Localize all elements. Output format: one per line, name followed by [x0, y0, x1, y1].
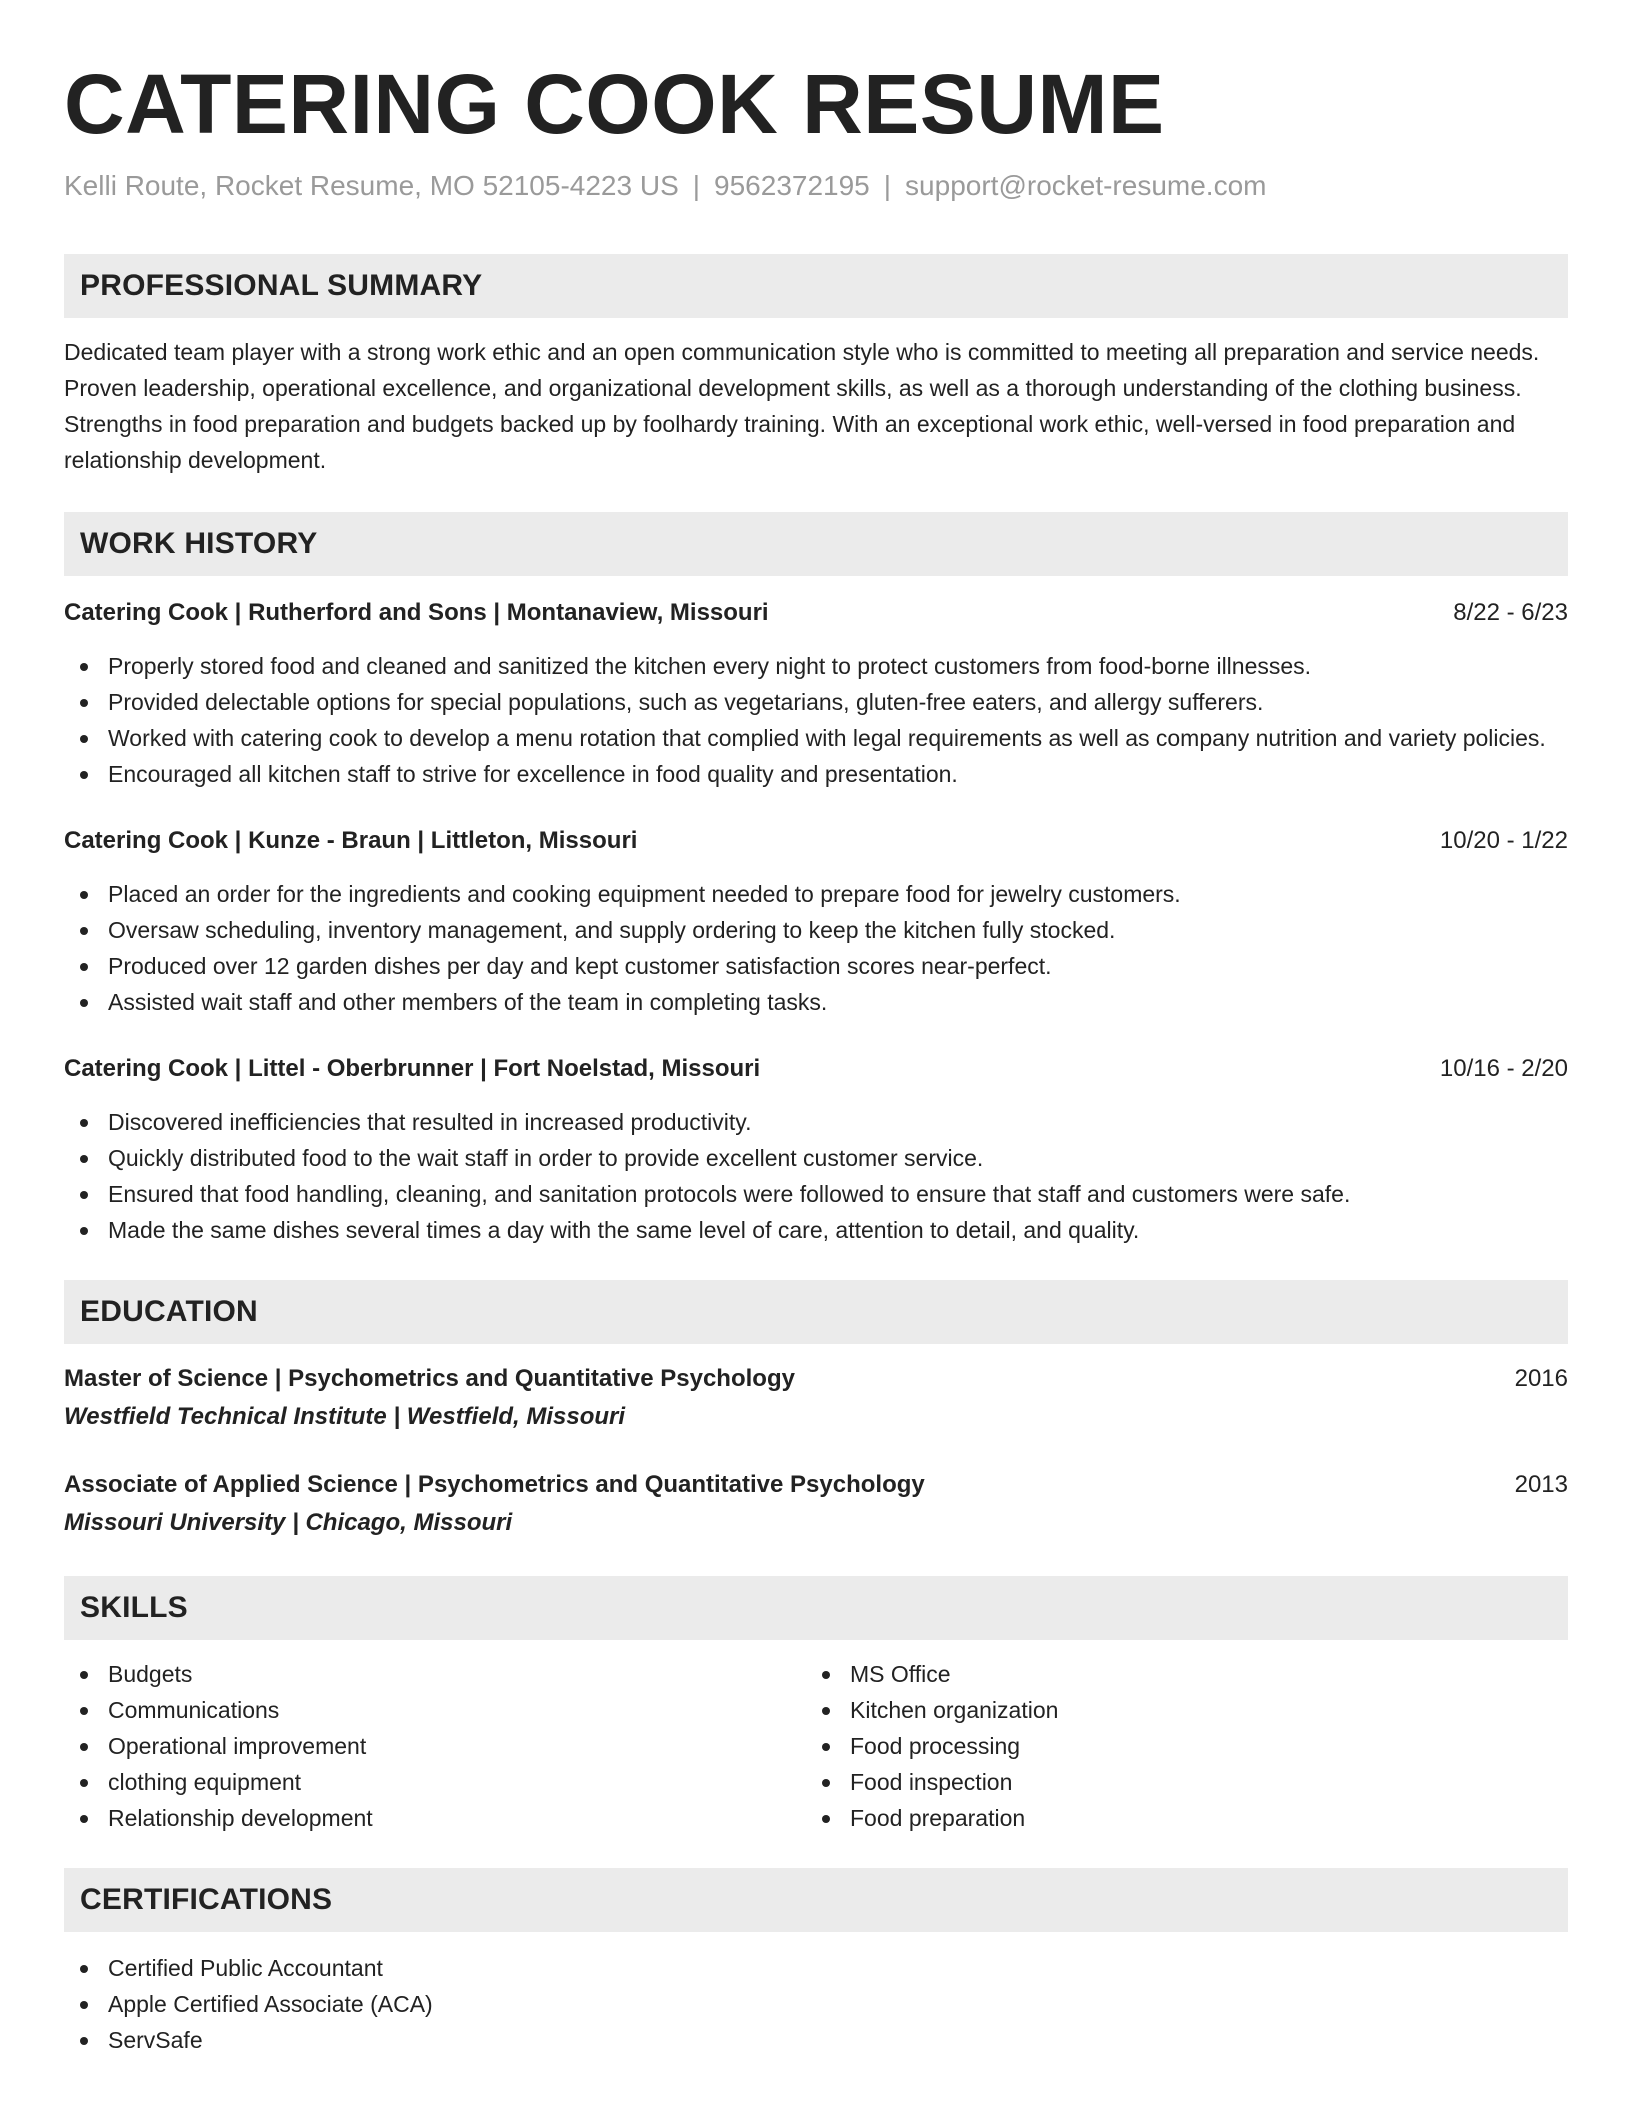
job-entry: [64, 1052, 1568, 1248]
job-entry: [64, 824, 1568, 1020]
skill-item: MS Office: [806, 1656, 1548, 1692]
job-entry: [64, 596, 1568, 792]
resume-title: CATERING COOK RESUME: [64, 57, 1165, 151]
contact-separator: |: [883, 170, 892, 201]
skill-item: Food processing: [806, 1728, 1548, 1764]
contact-separator: |: [692, 170, 701, 201]
job-bullet: Placed an order for the ingredients and cooking equipment needed to prepare food for jewelry customers.: [64, 876, 1568, 912]
certification-item: ServSafe: [64, 2022, 1568, 2058]
job-dates: 10/20 - 1/22: [1439, 827, 1568, 854]
contact-email: support@rocket-resume.com: [905, 170, 1267, 201]
skill-item: Food preparation: [806, 1800, 1548, 1836]
job-bullet: Made the same dishes several times a day with the same level of care, attention to detail, and quality.: [64, 1212, 1568, 1248]
skill-item: clothing equipment: [64, 1764, 806, 1800]
job-dates: 8/22 - 6/23: [1453, 599, 1568, 626]
education-school: Missouri University | Chicago, Missouri: [64, 1509, 513, 1536]
education-entry: [64, 1362, 1568, 1434]
job-bullet: Encouraged all kitchen staff to strive for excellence in food quality and presentation.: [64, 756, 1568, 792]
education-school: Westfield Technical Institute | Westfield, Missouri: [64, 1403, 626, 1430]
job-header: [64, 824, 1568, 858]
skill-item: Relationship development: [64, 1800, 806, 1836]
certification-item: Apple Certified Associate (ACA): [64, 1986, 1568, 2022]
job-header: [64, 1052, 1568, 1086]
education-degree: Master of Science | Psychometrics and Quantitative Psychology: [64, 1365, 795, 1392]
education-year: 2013: [1514, 1471, 1568, 1498]
skills-columns: [64, 1656, 1568, 1836]
job-dates: 10/16 - 2/20: [1439, 1055, 1568, 1082]
job-bullet: Discovered inefficiencies that resulted in increased productivity.: [64, 1104, 1568, 1140]
job-bullet: Produced over 12 garden dishes per day and kept customer satisfaction scores near-perfect.: [64, 948, 1568, 984]
contact-address: Kelli Route, Rocket Resume, MO 52105-4223 US: [64, 170, 679, 201]
job-bullet: Ensured that food handling, cleaning, and sanitation protocols were followed to ensure that staff and customers were safe.: [64, 1176, 1568, 1212]
job-bullets: [64, 1104, 1568, 1248]
job-bullet: Quickly distributed food to the wait staff in order to provide excellent customer service.: [64, 1140, 1568, 1176]
job-bullet: Oversaw scheduling, inventory management, and supply ordering to keep the kitchen fully stocked.: [64, 912, 1568, 948]
education-year: 2016: [1514, 1365, 1568, 1392]
contact-line: [64, 168, 1568, 204]
certification-item: Certified Public Accountant: [64, 1950, 1568, 1986]
education-entry: [64, 1468, 1568, 1540]
job-bullets: [64, 876, 1568, 1020]
job-bullet: Worked with catering cook to develop a menu rotation that complied with legal requirements as well as company nutrition and variety policies.: [64, 720, 1568, 756]
job-bullet: Properly stored food and cleaned and sanitized the kitchen every night to protect customers from food-borne illnesses.: [64, 648, 1568, 684]
summary-text: Dedicated team player with a strong work ethic and an open communication style who is committed to meeting all preparation and service needs. Proven leadership, operational excellence, and organizational development skills, as well as a thorough understanding of the clothing business. Strengths in food preparation and budgets backed up by foolhardy training. With an exceptional work ethic, well-versed in food preparation and relationship development.: [64, 339, 1540, 473]
job-bullet: Provided delectable options for special populations, such as vegetarians, gluten-free eaters, and allergy sufferers.: [64, 684, 1568, 720]
job-header: [64, 596, 1568, 630]
section-heading-skills: SKILLS: [64, 1576, 1568, 1640]
job-bullet: Assisted wait staff and other members of the team in completing tasks.: [64, 984, 1568, 1020]
job-bullets: [64, 648, 1568, 792]
education-degree: Associate of Applied Science | Psychometrics and Quantitative Psychology: [64, 1471, 925, 1498]
skills-list-right: [806, 1656, 1548, 1836]
section-heading-summary: PROFESSIONAL SUMMARY: [64, 254, 1568, 318]
section-heading-work-history: WORK HISTORY: [64, 512, 1568, 576]
contact-phone: 9562372195: [714, 170, 870, 201]
skills-list-left: [64, 1656, 806, 1836]
job-title: Catering Cook | Littel - Oberbrunner | Fort Noelstad, Missouri: [64, 1055, 761, 1082]
skill-item: Budgets: [64, 1656, 806, 1692]
section-heading-certifications: CERTIFICATIONS: [64, 1868, 1568, 1932]
certifications-list: [64, 1950, 1568, 2058]
skill-item: Food inspection: [806, 1764, 1548, 1800]
skill-item: Communications: [64, 1692, 806, 1728]
section-heading-education: EDUCATION: [64, 1280, 1568, 1344]
job-title: Catering Cook | Rutherford and Sons | Montanaview, Missouri: [64, 599, 769, 626]
skill-item: Kitchen organization: [806, 1692, 1548, 1728]
education-header: [64, 1468, 1568, 1502]
job-title: Catering Cook | Kunze - Braun | Littleton, Missouri: [64, 827, 638, 854]
skill-item: Operational improvement: [64, 1728, 806, 1764]
education-header: [64, 1362, 1568, 1396]
